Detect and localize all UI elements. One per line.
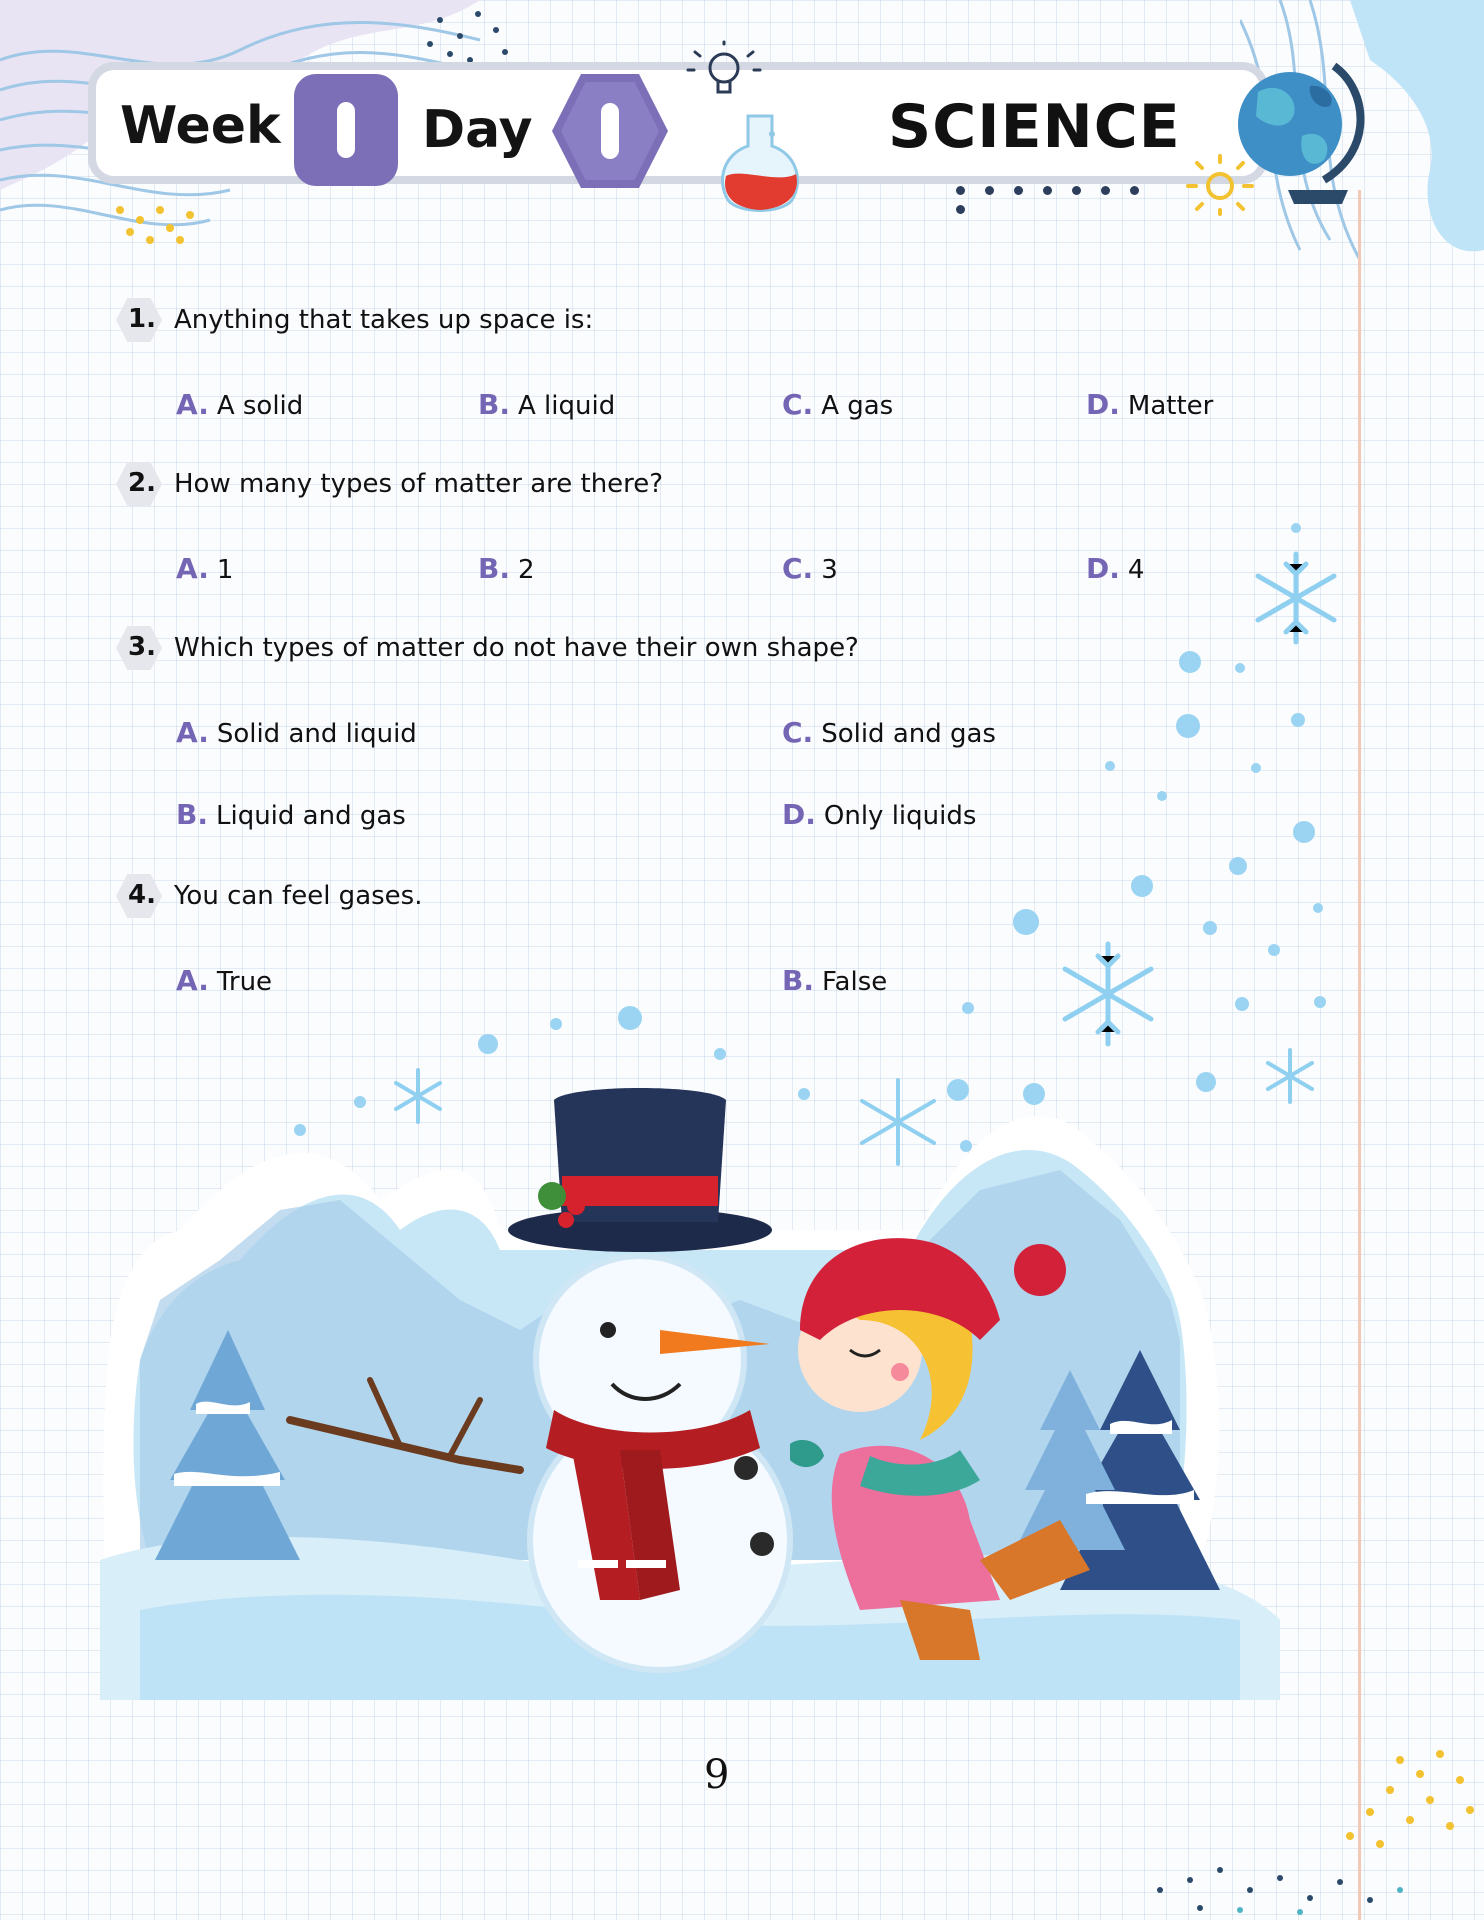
question-3-option-d[interactable]: D. Only liquids xyxy=(782,798,977,831)
question-4-number: 4. xyxy=(128,880,156,910)
question-1-option-b[interactable]: B. A liquid xyxy=(478,388,616,421)
header-dots-decoration xyxy=(956,180,1176,218)
question-3-option-b[interactable]: B. Liquid and gas xyxy=(176,798,406,831)
week-number-blank xyxy=(337,102,355,158)
bottom-right-dots-decoration xyxy=(1100,1740,1484,1920)
question-1-option-c[interactable]: C. A gas xyxy=(782,388,894,421)
question-3-number: 3. xyxy=(128,632,156,662)
question-1-option-d[interactable]: D. Matter xyxy=(1086,388,1214,421)
question-3-text: Which types of matter do not have their own shape? xyxy=(174,633,859,663)
question-1-text: Anything that takes up space is: xyxy=(174,305,594,335)
question-2-option-d[interactable]: D. 4 xyxy=(1086,552,1145,585)
subject-title: SCIENCE xyxy=(888,92,1181,162)
lightbulb-icon xyxy=(684,40,764,110)
question-2-option-a[interactable]: A. 1 xyxy=(176,552,234,585)
week-label: Week xyxy=(120,96,281,156)
week-number-badge[interactable] xyxy=(294,74,398,186)
question-4-option-a[interactable]: A. True xyxy=(176,964,273,997)
day-number-blank xyxy=(601,103,619,159)
question-1-option-a[interactable]: A. A solid xyxy=(176,388,304,421)
question-2-number: 2. xyxy=(128,468,156,498)
globe-icon xyxy=(1228,40,1378,220)
day-label: Day xyxy=(422,100,533,160)
question-2-text: How many types of matter are there? xyxy=(174,469,664,499)
question-2-option-c[interactable]: C. 3 xyxy=(782,552,838,585)
flask-icon xyxy=(712,110,808,220)
question-4-option-b[interactable]: B. False xyxy=(782,964,888,997)
question-2-option-b[interactable]: B. 2 xyxy=(478,552,535,585)
question-1-number: 1. xyxy=(128,304,156,334)
question-3-option-c[interactable]: C. Solid and gas xyxy=(782,716,996,749)
snowman-girl-illustration xyxy=(100,1000,1320,1700)
question-3-option-a[interactable]: A. Solid and liquid xyxy=(176,716,417,749)
page-number: 9 xyxy=(704,1752,730,1798)
question-4-text: You can feel gases. xyxy=(174,881,423,911)
